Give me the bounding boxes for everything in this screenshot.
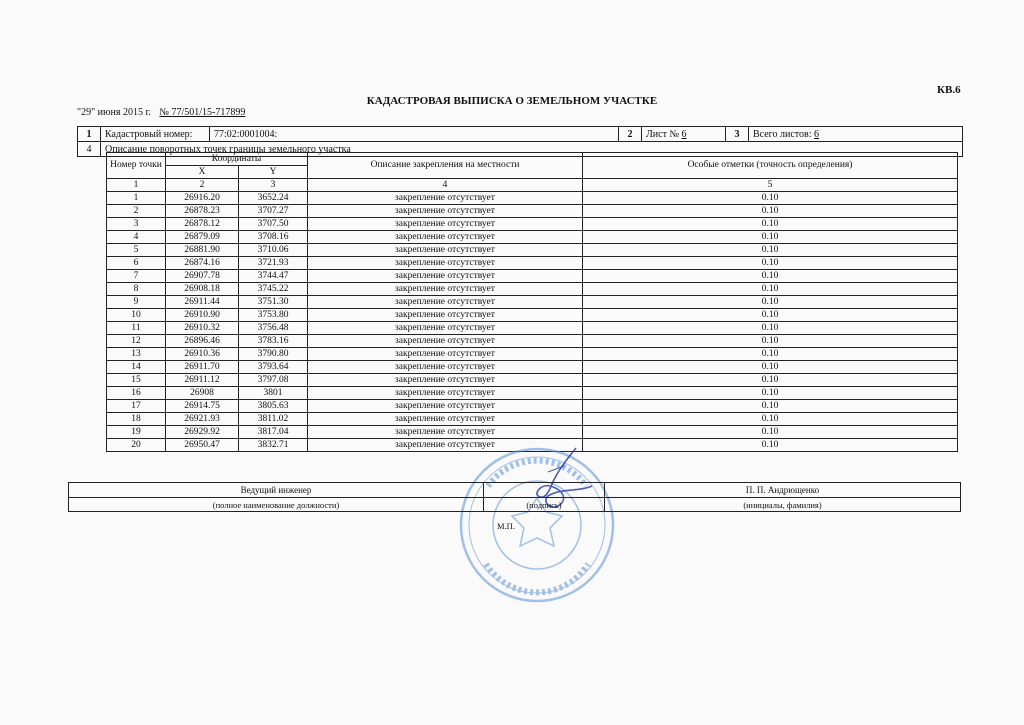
section-title: Описание поворотных точек границы земельного участка [101, 142, 963, 157]
accuracy-note: 0.10 [583, 192, 958, 205]
column-number: 2 [166, 179, 239, 192]
row-number: 2 [619, 127, 642, 142]
fixing-description: закрепление отсутствует [308, 205, 583, 218]
coord-y: 3793.64 [239, 361, 308, 374]
accuracy-note: 0.10 [583, 374, 958, 387]
fixing-description: закрепление отсутствует [308, 244, 583, 257]
signature-values-row [69, 483, 961, 498]
fixing-description: закрепление отсутствует [308, 387, 583, 400]
fixing-description: закрепление отсутствует [308, 283, 583, 296]
point-number: 8 [107, 283, 166, 296]
cadastral-number-value: 77:02:0001004: [210, 127, 619, 142]
coord-y: 3756.48 [239, 322, 308, 335]
signature-cell [484, 483, 605, 498]
fixing-description: закрепление отсутствует [308, 439, 583, 452]
boundary-points-body [107, 192, 958, 452]
point-number: 9 [107, 296, 166, 309]
header-notes: Особые отметки (точность определения) [583, 153, 958, 179]
header-point-number: Номер точки [107, 153, 166, 179]
position-value: Ведущий инженер [69, 483, 484, 498]
signature-caption: (подпись) [484, 498, 605, 512]
coord-x: 26921.93 [166, 413, 239, 426]
fixing-description: закрепление отсутствует [308, 192, 583, 205]
point-number: 20 [107, 439, 166, 452]
table-row [107, 205, 958, 218]
accuracy-note: 0.10 [583, 413, 958, 426]
fixing-description: закрепление отсутствует [308, 322, 583, 335]
position-caption: (полное наименование должности) [69, 498, 484, 512]
table-row [107, 400, 958, 413]
table-row [107, 387, 958, 400]
fixing-description: закрепление отсутствует [308, 309, 583, 322]
coord-y: 3708.16 [239, 231, 308, 244]
table-row [107, 231, 958, 244]
fixing-description: закрепление отсутствует [308, 361, 583, 374]
table-row [107, 192, 958, 205]
accuracy-note: 0.10 [583, 205, 958, 218]
fixing-description: закрепление отсутствует [308, 296, 583, 309]
table-row [107, 426, 958, 439]
coord-x: 26878.12 [166, 218, 239, 231]
accuracy-note: 0.10 [583, 244, 958, 257]
coord-y: 3753.80 [239, 309, 308, 322]
point-number: 4 [107, 231, 166, 244]
cadastral-info-row [78, 127, 963, 142]
sheet-label: Лист № [646, 128, 679, 140]
table-header-row [107, 153, 958, 166]
point-number: 1 [107, 192, 166, 205]
name-caption: (инициалы, фамилия) [605, 498, 961, 512]
accuracy-note: 0.10 [583, 426, 958, 439]
table-row [107, 270, 958, 283]
document-date-line [77, 107, 245, 118]
fixing-description: закрепление отсутствует [308, 270, 583, 283]
accuracy-note: 0.10 [583, 309, 958, 322]
column-number: 5 [583, 179, 958, 192]
sheet-value: 6 [681, 128, 687, 140]
accuracy-note: 0.10 [583, 322, 958, 335]
accuracy-note: 0.10 [583, 270, 958, 283]
column-number: 1 [107, 179, 166, 192]
coord-y: 3805.63 [239, 400, 308, 413]
table-row [107, 257, 958, 270]
stamp-place-label: М.П. [497, 521, 515, 531]
coord-x: 26929.92 [166, 426, 239, 439]
coord-x: 26878.23 [166, 205, 239, 218]
point-number: 3 [107, 218, 166, 231]
column-number: 3 [239, 179, 308, 192]
accuracy-note: 0.10 [583, 400, 958, 413]
accuracy-note: 0.10 [583, 361, 958, 374]
form-code: КВ.6 [937, 84, 961, 96]
point-number: 18 [107, 413, 166, 426]
table-row [107, 296, 958, 309]
accuracy-note: 0.10 [583, 257, 958, 270]
coord-y: 3744.47 [239, 270, 308, 283]
header-x: X [166, 166, 239, 179]
coord-x: 26881.90 [166, 244, 239, 257]
sheet-number-cell [642, 127, 726, 142]
coord-x: 26910.90 [166, 309, 239, 322]
coord-x: 26907.78 [166, 270, 239, 283]
column-number-row [107, 179, 958, 192]
coord-y: 3790.80 [239, 348, 308, 361]
accuracy-note: 0.10 [583, 231, 958, 244]
table-row [107, 361, 958, 374]
coord-x: 26874.16 [166, 257, 239, 270]
row-number: 4 [78, 142, 101, 157]
coord-y: 3707.50 [239, 218, 308, 231]
accuracy-note: 0.10 [583, 218, 958, 231]
coord-x: 26914.75 [166, 400, 239, 413]
row-number: 1 [78, 127, 101, 142]
point-number: 17 [107, 400, 166, 413]
coord-x: 26911.70 [166, 361, 239, 374]
row-number: 3 [726, 127, 749, 142]
coord-y: 3832.71 [239, 439, 308, 452]
point-number: 5 [107, 244, 166, 257]
fixing-description: закрепление отсутствует [308, 257, 583, 270]
point-number: 2 [107, 205, 166, 218]
accuracy-note: 0.10 [583, 348, 958, 361]
table-row [107, 283, 958, 296]
point-number: 15 [107, 374, 166, 387]
table-row [107, 374, 958, 387]
accuracy-note: 0.10 [583, 283, 958, 296]
point-number: 14 [107, 361, 166, 374]
coord-y: 3652.24 [239, 192, 308, 205]
coord-x: 26908.18 [166, 283, 239, 296]
coord-x: 26910.32 [166, 322, 239, 335]
column-number: 4 [308, 179, 583, 192]
coord-x: 26879.09 [166, 231, 239, 244]
coord-x: 26908 [166, 387, 239, 400]
table-row [107, 322, 958, 335]
total-sheets-cell [749, 127, 963, 142]
point-number: 10 [107, 309, 166, 322]
accuracy-note: 0.10 [583, 387, 958, 400]
document-title: КАДАСТРОВАЯ ВЫПИСКА О ЗЕМЕЛЬНОМ УЧАСТКЕ [366, 95, 658, 107]
coord-x: 26910.36 [166, 348, 239, 361]
point-number: 7 [107, 270, 166, 283]
fixing-description: закрепление отсутствует [308, 231, 583, 244]
cadastral-number-label: Кадастровый номер: [101, 127, 210, 142]
coord-y: 3751.30 [239, 296, 308, 309]
table-row [107, 413, 958, 426]
boundary-points-table [106, 152, 958, 452]
total-sheets-label: Всего листов: [753, 128, 812, 140]
signature-captions-row [69, 498, 961, 512]
point-number: 13 [107, 348, 166, 361]
fixing-description: закрепление отсутствует [308, 400, 583, 413]
document-number: № 77/501/15-717899 [159, 107, 246, 118]
coord-y: 3811.02 [239, 413, 308, 426]
point-number: 11 [107, 322, 166, 335]
fixing-description: закрепление отсутствует [308, 218, 583, 231]
coord-x: 26911.12 [166, 374, 239, 387]
accuracy-note: 0.10 [583, 439, 958, 452]
coord-x: 26950.47 [166, 439, 239, 452]
coord-y: 3817.04 [239, 426, 308, 439]
document-date: "29" июня 2015 г. [77, 107, 151, 118]
coord-y: 3745.22 [239, 283, 308, 296]
table-row [107, 309, 958, 322]
total-sheets-value: 6 [814, 128, 820, 140]
coord-y: 3783.16 [239, 335, 308, 348]
coord-x: 26911.44 [166, 296, 239, 309]
accuracy-note: 0.10 [583, 335, 958, 348]
point-number: 6 [107, 257, 166, 270]
header-description: Описание закрепления на местности [308, 153, 583, 179]
table-row [107, 218, 958, 231]
fixing-description: закрепление отсутствует [308, 335, 583, 348]
point-number: 12 [107, 335, 166, 348]
signature-table [68, 482, 961, 512]
coord-y: 3801 [239, 387, 308, 400]
fixing-description: закрепление отсутствует [308, 413, 583, 426]
table-row [107, 244, 958, 257]
fixing-description: закрепление отсутствует [308, 426, 583, 439]
table-row [107, 335, 958, 348]
accuracy-note: 0.10 [583, 296, 958, 309]
fixing-description: закрепление отсутствует [308, 374, 583, 387]
coord-x: 26896.46 [166, 335, 239, 348]
fixing-description: закрепление отсутствует [308, 348, 583, 361]
header-y: Y [239, 166, 308, 179]
table-row [107, 348, 958, 361]
coord-y: 3710.06 [239, 244, 308, 257]
point-number: 19 [107, 426, 166, 439]
coord-x: 26916.20 [166, 192, 239, 205]
point-number: 16 [107, 387, 166, 400]
coord-y: 3797.08 [239, 374, 308, 387]
coord-y: 3721.93 [239, 257, 308, 270]
header-coordinates: Координаты [166, 153, 308, 166]
coord-y: 3707.27 [239, 205, 308, 218]
name-value: П. П. Андрющенко [605, 483, 961, 498]
